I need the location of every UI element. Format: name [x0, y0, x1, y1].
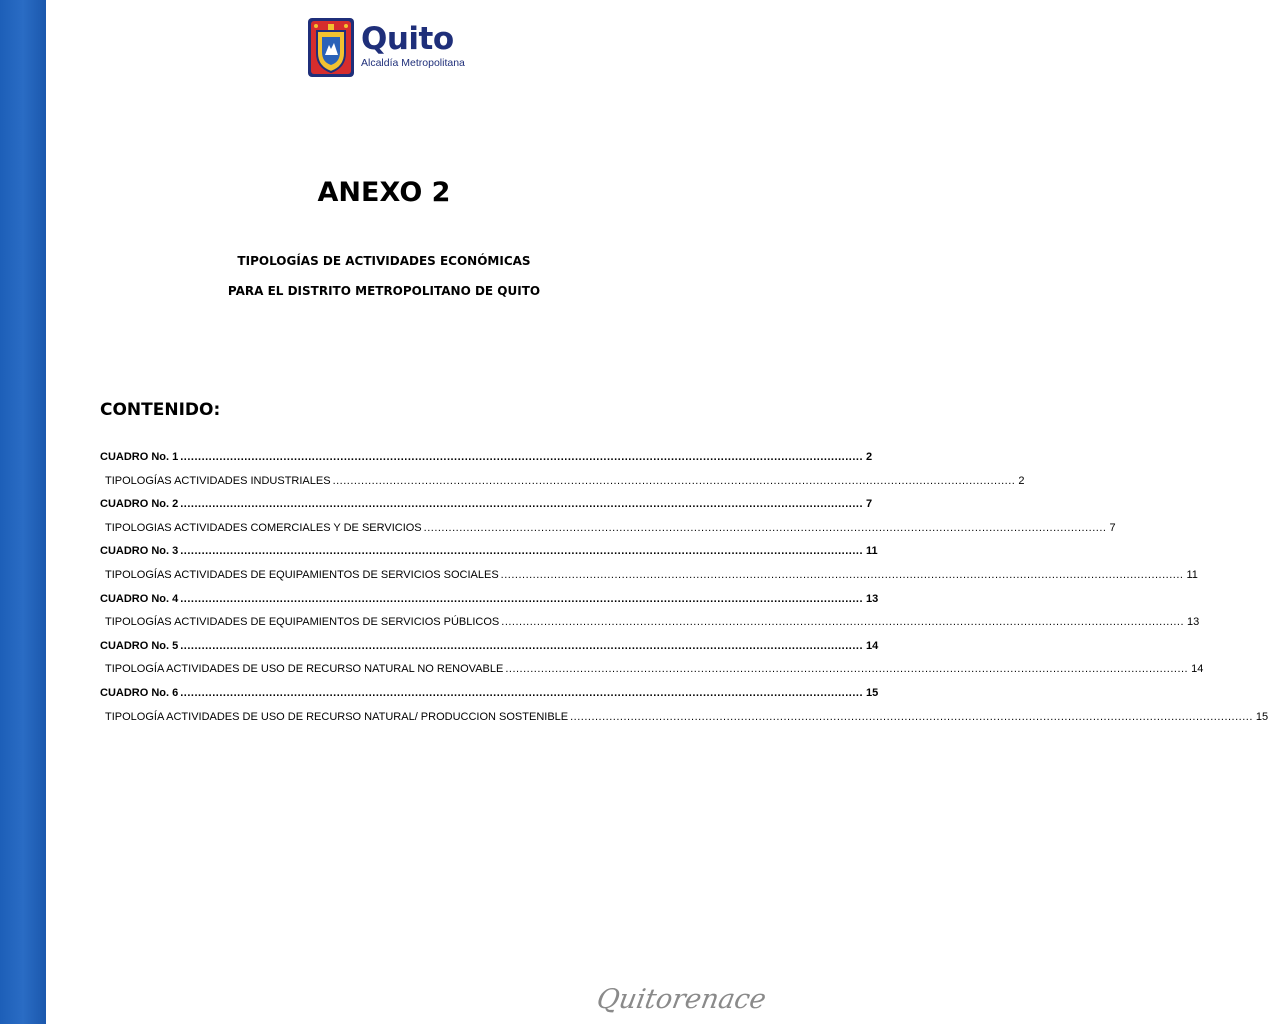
toc-entry-label: TIPOLOGÍA ACTIVIDADES DE USO DE RECURSO NATURAL/ PRODUCCION SOSTENIBLE	[105, 710, 569, 723]
toc-entry-label: TIPOLOGIAS ACTIVIDADES COMERCIALES Y DE SERVICIOS	[105, 521, 422, 534]
quitorenace-signature	[594, 972, 769, 1020]
toc-page-number: 11	[866, 545, 878, 558]
subtitle-line-2: PARA EL DISTRITO METROPOLITANO DE QUITO	[227, 284, 541, 298]
quito-logo	[307, 17, 487, 79]
toc-subsection-entry[interactable]	[100, 568, 1198, 593]
toc-section-entry[interactable]	[100, 498, 873, 522]
toc-dot-leader	[180, 498, 863, 510]
toc-page-number: 7	[1109, 521, 1116, 534]
toc-entry-label: TIPOLOGÍAS ACTIVIDADES DE EQUIPAMIENTOS DE SERVICIOS PÚBLICOS	[105, 616, 500, 629]
toc-dot-leader	[501, 616, 1184, 628]
contents-heading: CONTENIDO:	[100, 400, 221, 420]
toc-page-number: 7	[866, 498, 873, 511]
toc-page-number: 13	[866, 592, 879, 605]
side-color-band	[0, 0, 46, 1024]
toc-dot-leader	[424, 522, 1107, 534]
toc-dot-leader	[180, 640, 863, 652]
toc-page-number: 14	[1191, 663, 1204, 676]
toc-dot-leader	[570, 711, 1253, 723]
toc-subsection-entry[interactable]	[100, 663, 1204, 687]
toc-dot-leader	[180, 545, 863, 557]
svg-text:Quitorenace: Quitorenace	[594, 984, 769, 1015]
toc-dot-leader	[501, 569, 1184, 581]
subtitle-line-1: TIPOLOGÍAS DE ACTIVIDADES ECONÓMICAS	[237, 254, 531, 268]
toc-entry-label: CUADRO No. 5	[100, 639, 179, 652]
toc-section-entry[interactable]	[100, 686, 879, 711]
coat-of-arms-icon	[307, 17, 355, 78]
toc-entry-label: CUADRO No. 2	[100, 498, 179, 511]
toc-page-number: 2	[1018, 474, 1025, 487]
toc-section-entry[interactable]	[100, 451, 873, 475]
logo-wordmark: Quito	[361, 21, 454, 57]
toc-page-number: 14	[866, 639, 879, 652]
toc-dot-leader	[180, 687, 863, 699]
toc-dot-leader	[180, 593, 863, 605]
toc-dot-leader	[333, 475, 1016, 487]
toc-dot-leader	[505, 663, 1188, 675]
toc-entry-label: CUADRO No. 4	[100, 592, 179, 605]
toc-dot-leader	[180, 451, 863, 463]
toc-entry-label: CUADRO No. 1	[100, 451, 179, 463]
toc-page-number: 11	[1186, 568, 1198, 581]
toc-entry-label: TIPOLOGÍA ACTIVIDADES DE USO DE RECURSO NATURAL NO RENOVABLE	[105, 663, 504, 676]
toc-page-number: 15	[866, 686, 879, 699]
toc-section-entry[interactable]	[100, 592, 879, 617]
toc-subsection-entry[interactable]	[100, 616, 1200, 640]
toc-page-number: 2	[866, 451, 873, 463]
toc-page-number: 13	[1187, 616, 1200, 629]
toc-section-entry[interactable]	[100, 545, 878, 569]
toc-section-entry[interactable]	[100, 639, 879, 664]
logo-subtitle: Alcaldía Metropolitana	[361, 57, 465, 69]
table-of-contents	[100, 451, 1268, 734]
toc-subsection-entry[interactable]	[100, 710, 1268, 735]
document-title: ANEXO 2	[317, 177, 451, 208]
toc-entry-label: TIPOLOGÍAS ACTIVIDADES DE EQUIPAMIENTOS DE SERVICIOS SOCIALES	[105, 568, 499, 581]
toc-entry-label: CUADRO No. 3	[100, 545, 179, 558]
toc-page-number: 15	[1255, 710, 1268, 723]
toc-subsection-entry[interactable]	[100, 521, 1116, 546]
toc-subsection-entry[interactable]	[100, 474, 1025, 499]
toc-entry-label: TIPOLOGÍAS ACTIVIDADES INDUSTRIALES	[105, 474, 331, 487]
toc-entry-label: CUADRO No. 6	[100, 686, 179, 699]
